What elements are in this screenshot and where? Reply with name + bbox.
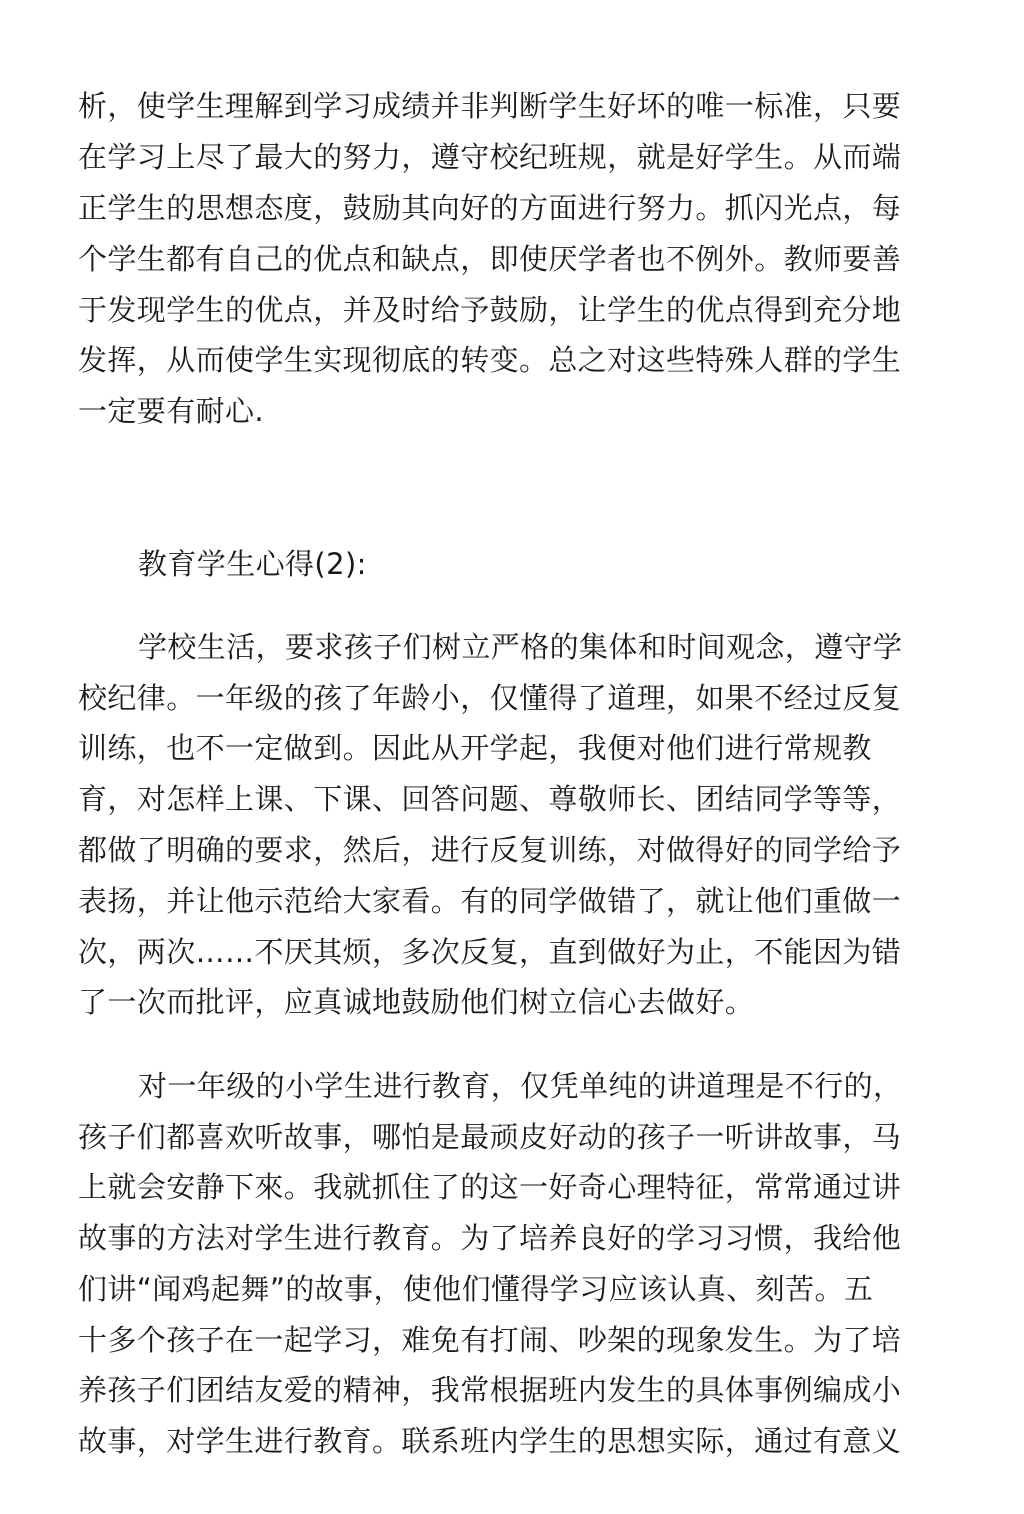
text-line: 都做了明确的要求，然后，进行反复训练，对做得好的同学给予: [78, 833, 902, 867]
text-line: 学校生活，要求孩子们树立严格的集体和时间观念，遵守学: [138, 630, 903, 664]
text-line: 十多个孩子在一起学习，难免有打闹、吵架的现象发生。为了培: [78, 1323, 902, 1357]
text-line: 育，对怎样上课、下课、回答问题、尊敬师长、团结同学等等，: [78, 782, 902, 816]
text-line: 故事的方法对学生进行教育。为了培养良好的学习习惯，我给他: [78, 1221, 902, 1255]
text-line: 对一年级的小学生进行教育，仅凭单纯的讲道理是不行的，: [138, 1069, 903, 1103]
text-line: 正学生的思想态度，鼓励其向好的方面进行努力。抓闪光点，每: [78, 191, 902, 225]
text-line: 了一次而批评，应真诚地鼓励他们树立信心去做好。: [78, 985, 755, 1019]
text-line: 发挥，从而使学生实现彻底的转变。总之对这些特殊人群的学生: [78, 343, 902, 377]
text-line: 上就会安静下來。我就抓住了的这一好奇心理特征，常常通过讲: [78, 1170, 902, 1204]
text-line: 表扬，并让他示范给大家看。有的同学做错了，就让他们重做一: [78, 884, 902, 918]
text-line: 析，使学生理解到学习成绩并非判断学生好坏的唯一标准，只要: [78, 89, 902, 123]
text-line: 在学习上尽了最大的努力，遵守校纪班规，就是好学生。从而端: [78, 140, 902, 174]
text-line: 故事，对学生进行教育。联系班内学生的思想实际，通过有意义: [78, 1424, 902, 1458]
text-line: 们讲“闻鸡起舞”的故事，使他们懂得学习应该认真、刻苦。五: [78, 1272, 874, 1306]
text-line: 次，两次……不厌其烦，多次反复，直到做好为止，不能因为错: [78, 935, 902, 969]
text-line: 训练，也不一定做到。因此从开学起，我便对他们进行常规教: [78, 731, 872, 765]
section-heading: 教育学生心得(2):: [138, 547, 367, 581]
text-line: 养孩子们团结友爱的精神，我常根据班内发生的具体事例编成小: [78, 1373, 902, 1407]
text-line: 一定要有耐心.: [78, 394, 265, 428]
text-line: 孩子们都喜欢听故事，哪怕是最顽皮好动的孩子一听讲故事，马: [78, 1120, 902, 1154]
text-line: 校纪律。一年级的孩了年龄小，仅懂得了道理，如果不经过反复: [78, 681, 902, 715]
text-line: 于发现学生的优点，并及时给予鼓励，让学生的优点得到充分地: [78, 293, 902, 327]
text-line: 个学生都有自己的优点和缺点，即使厌学者也不例外。教师要善: [78, 242, 902, 276]
